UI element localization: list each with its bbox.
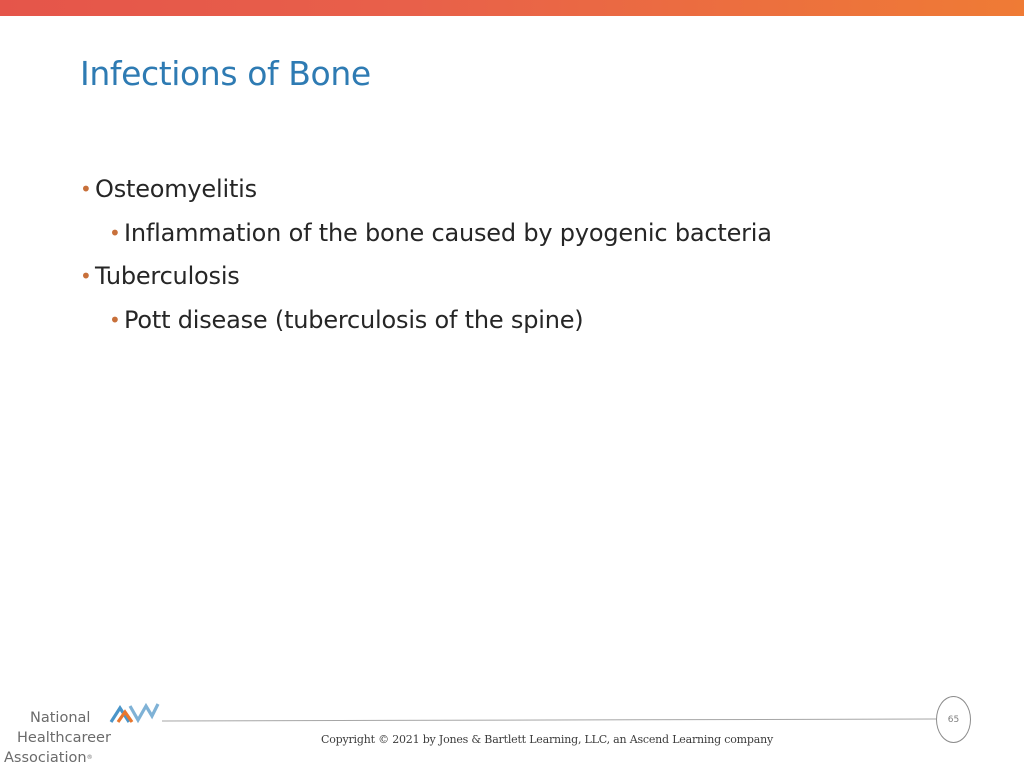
bullet-list bbox=[80, 174, 772, 348]
footer-divider bbox=[162, 718, 936, 722]
logo-text-association-word: Association bbox=[4, 750, 87, 766]
top-accent-bar bbox=[0, 0, 1024, 16]
logo-text-national: National bbox=[30, 710, 91, 726]
bullet-text: Inflammation of the bone caused by pyogenic bacteria bbox=[124, 219, 772, 247]
page-number: 65 bbox=[936, 696, 971, 743]
slide-title: Infections of Bone bbox=[80, 54, 371, 93]
nha-logo-mark-icon bbox=[108, 700, 160, 724]
bullet-dot-icon: • bbox=[109, 221, 121, 245]
bullet-item bbox=[80, 174, 772, 204]
bullet-text: Pott disease (tuberculosis of the spine) bbox=[124, 306, 584, 334]
bullet-dot-icon: • bbox=[109, 308, 121, 332]
logo-text-association bbox=[4, 748, 93, 768]
bullet-text: Tuberculosis bbox=[95, 262, 240, 290]
bullet-dot-icon: • bbox=[80, 177, 92, 201]
bullet-item bbox=[80, 261, 772, 291]
logo-text-healthcareer: Healthcareer bbox=[17, 730, 111, 746]
bullet-text: Osteomyelitis bbox=[95, 175, 257, 203]
registered-mark: ® bbox=[86, 754, 93, 761]
sub-bullet-item bbox=[80, 305, 772, 335]
nha-logo bbox=[0, 700, 162, 768]
copyright-notice: Copyright © 2021 by Jones & Bartlett Learning, LLC, an Ascend Learning company bbox=[321, 733, 773, 746]
bullet-dot-icon: • bbox=[80, 264, 92, 288]
sub-bullet-item bbox=[80, 218, 772, 248]
